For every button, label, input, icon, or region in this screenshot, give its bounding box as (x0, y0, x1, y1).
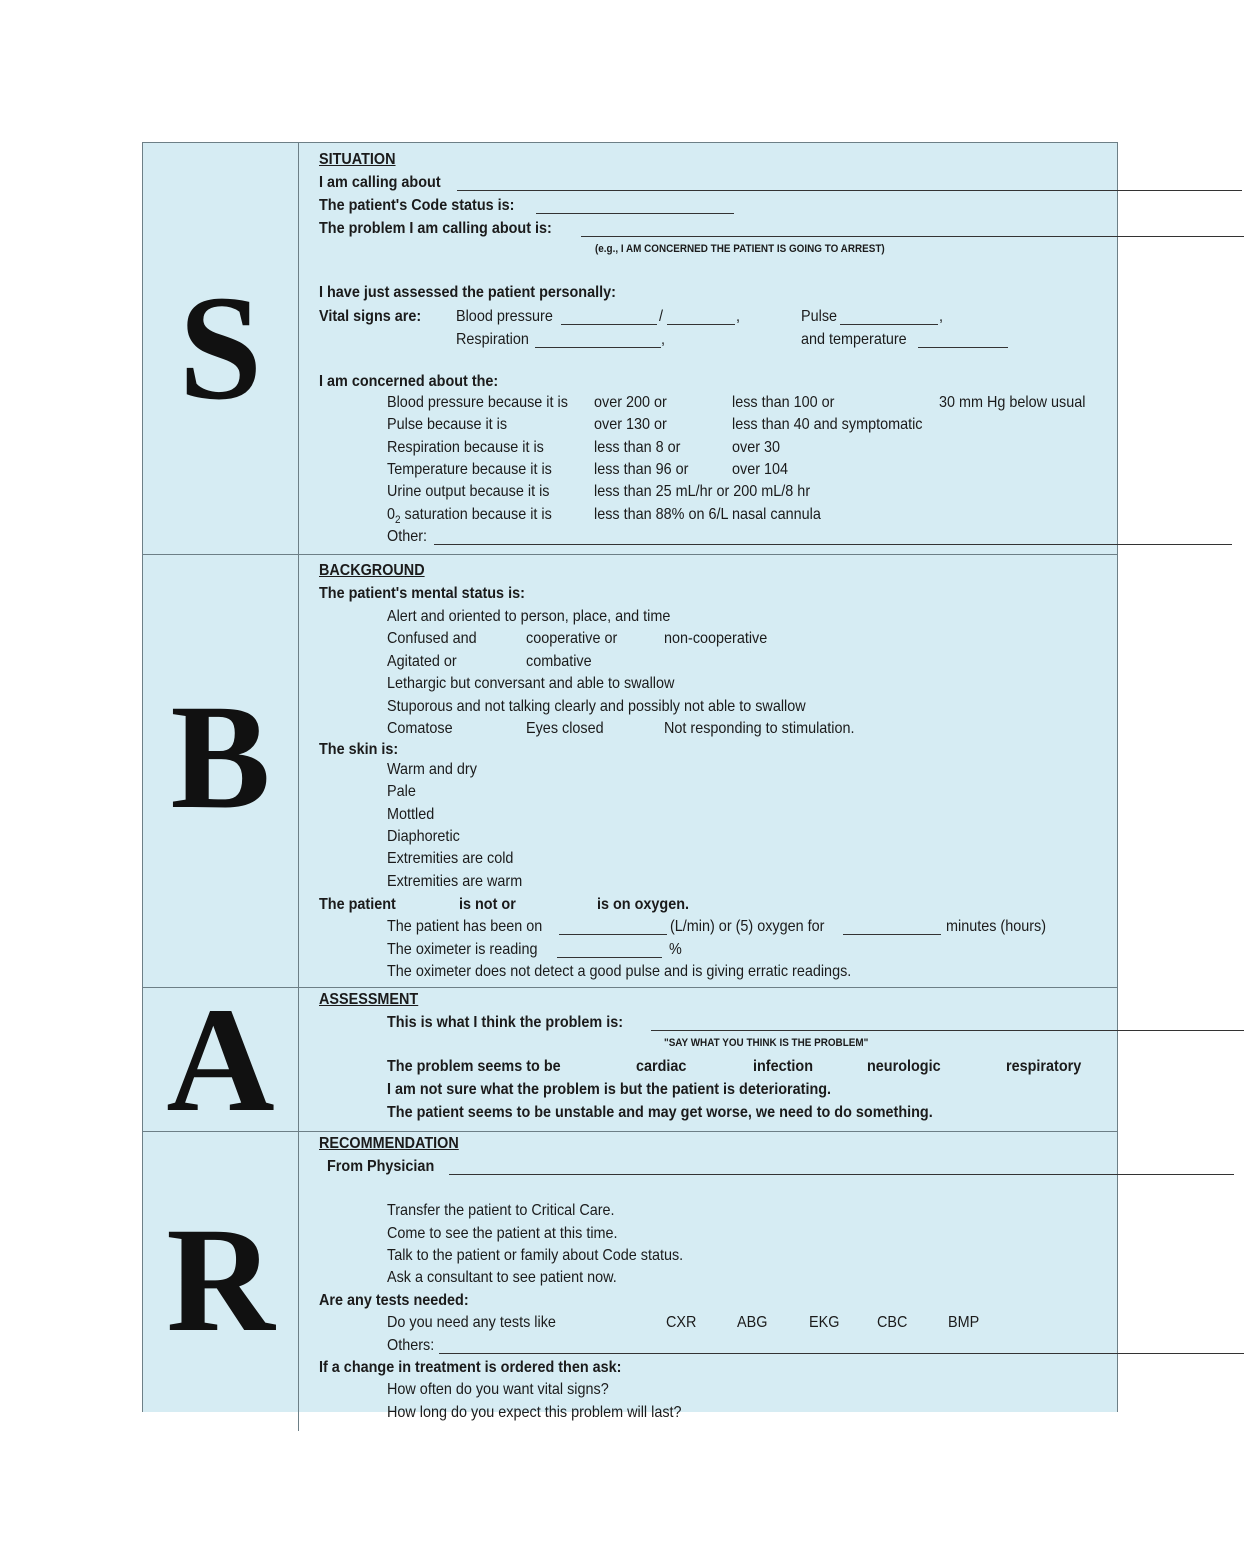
o2-label-text: saturation because it is (400, 506, 552, 523)
skin-item: Extremities are warm (387, 873, 523, 890)
assessment-content (299, 987, 1117, 1131)
think-line[interactable] (651, 1030, 1244, 1031)
concern-pulse-label: Pulse because it is (387, 416, 508, 433)
mental-combative: combative (526, 653, 592, 670)
other-line[interactable] (434, 544, 1232, 545)
letter-cell-a (143, 977, 299, 1143)
code-status-label: The patient's Code status is: (319, 197, 515, 214)
pulse-comma: , (939, 308, 944, 325)
recommendation-content (299, 1131, 1117, 1431)
respiration-line[interactable] (535, 347, 661, 348)
concern-urine-c1: less than 25 mL/hr or 200 mL/8 hr (594, 483, 811, 500)
mental-not-responding: Not responding to stimulation. (664, 720, 855, 737)
test-ekg: EKG (809, 1314, 840, 1331)
percent-label: % (669, 941, 682, 958)
letter-cell-s (143, 143, 299, 554)
recommendation-item: Transfer the patient to Critical Care. (387, 1202, 615, 1219)
mental-comatose: Comatose (387, 720, 453, 737)
test-bmp: BMP (948, 1314, 980, 1331)
not-sure-label: I am not sure what the problem is but the patient is deteriorating. (387, 1081, 832, 1098)
oximeter-label: The oximeter is reading (387, 941, 538, 958)
from-physician-label: From Physician (327, 1158, 435, 1175)
skin-label: The skin is: (319, 741, 399, 758)
concern-temp-c1: less than 96 or (594, 461, 689, 478)
patient-label: The patient (319, 896, 396, 913)
code-status-line[interactable] (536, 213, 734, 214)
option-neurologic: neurologic (867, 1058, 941, 1075)
concern-urine-label: Urine output because it is (387, 483, 550, 500)
letter-cell-b (143, 554, 299, 987)
problem-label: The problem I am calling about is: (319, 220, 552, 237)
option-cardiac: cardiac (636, 1058, 687, 1075)
situation-heading: SITUATION (319, 151, 396, 168)
on-oxygen-label: is on oxygen. (597, 896, 690, 913)
o2-subscript: 2 (395, 514, 401, 527)
letter-a: A (166, 977, 275, 1143)
tests-needed-label: Are any tests needed: (319, 1292, 469, 1309)
pulse-line[interactable] (840, 324, 938, 325)
assessment-heading: ASSESSMENT (319, 991, 419, 1008)
test-cxr: CXR (666, 1314, 697, 1331)
sbar-form (142, 142, 1118, 1421)
concern-o2-value: less than 88% on 6/L nasal cannula (594, 506, 821, 523)
background-content (299, 554, 1117, 987)
vital-signs-label: Vital signs are: (319, 308, 422, 325)
minutes-label: minutes (hours) (946, 918, 1047, 935)
mental-agitated: Agitated or (387, 653, 457, 670)
pulse-label: Pulse (801, 308, 838, 325)
mental-cooperative: cooperative or (526, 630, 618, 647)
option-respiratory: respiratory (1006, 1058, 1082, 1075)
calling-about-label: I am calling about (319, 174, 441, 191)
problem-example: (e.g., I AM CONCERNED THE PATIENT IS GOING TO ARREST) (595, 243, 885, 255)
vital-often-label: How often do you want vital signs? (387, 1381, 609, 1398)
skin-item: Warm and dry (387, 761, 477, 778)
others-label: Others: (387, 1337, 435, 1354)
option-infection: infection (753, 1058, 814, 1075)
letter-b: B (170, 674, 271, 840)
think-label: This is what I think the problem is: (387, 1014, 624, 1031)
change-label: If a change in treatment is ordered then ask: (319, 1359, 622, 1376)
concern-temp-c2: over 104 (732, 461, 789, 478)
problem-line[interactable] (581, 236, 1244, 237)
concern-resp-label: Respiration because it is (387, 439, 544, 456)
background-section (143, 554, 1117, 988)
other-label: Other: (387, 528, 428, 545)
oximeter-line[interactable] (557, 957, 662, 958)
say-note: "SAY WHAT YOU THINK IS THE PROBLEM" (664, 1037, 869, 1049)
respiration-comma: , (661, 331, 666, 348)
mental-noncooperative: non-cooperative (664, 630, 768, 647)
tests-like-label: Do you need any tests like (387, 1314, 556, 1331)
unstable-label: The patient seems to be unstable and may get worse, we need to do something. (387, 1104, 933, 1121)
mental-lethargic: Lethargic but conversant and able to swallow (387, 675, 675, 692)
oxygen-duration-line[interactable] (843, 934, 941, 935)
temperature-line[interactable] (918, 347, 1008, 348)
mental-confused: Confused and (387, 630, 477, 647)
concern-bp-c2: less than 100 or (732, 394, 835, 411)
how-long-label: How long do you expect this problem will last? (387, 1404, 682, 1421)
concern-bp-c1: over 200 or (594, 394, 667, 411)
oximeter-erratic: The oximeter does not detect a good pulse and is giving erratic readings. (387, 963, 852, 980)
skin-item: Extremities are cold (387, 850, 514, 867)
concern-bp-c3: 30 mm Hg below usual (939, 394, 1086, 411)
test-abg: ABG (737, 1314, 768, 1331)
o2-symbol: 0 (387, 506, 396, 523)
recommendation-heading: RECOMMENDATION (319, 1135, 459, 1152)
blood-pressure-label: Blood pressure (456, 308, 553, 325)
concern-resp-c1: less than 8 or (594, 439, 681, 456)
concern-resp-c2: over 30 (732, 439, 781, 456)
concerned-label: I am concerned about the: (319, 373, 499, 390)
recommendation-item: Talk to the patient or family about Code status. (387, 1247, 684, 1264)
test-cbc: CBC (877, 1314, 908, 1331)
assessment-section (143, 977, 1117, 1143)
oxygen-rate-line[interactable] (559, 934, 667, 935)
letter-cell-r (143, 1131, 299, 1431)
others-line[interactable] (439, 1353, 1244, 1354)
lmin-label: (L/min) or (5) oxygen for (670, 918, 825, 935)
assessed-label: I have just assessed the patient personally: (319, 284, 616, 301)
mental-status-label: The patient's mental status is: (319, 585, 525, 602)
situation-content (299, 143, 1117, 554)
concern-pulse-c1: over 130 or (594, 416, 667, 433)
letter-s: S (178, 265, 263, 431)
is-not-or-label: is not or (459, 896, 516, 913)
bp-systolic-line[interactable] (561, 324, 657, 325)
recommendation-section (143, 1131, 1117, 1431)
recommendation-item: Come to see the patient at this time. (387, 1225, 618, 1242)
bp-slash: / (659, 308, 664, 325)
recommendation-item: Ask a consultant to see patient now. (387, 1269, 617, 1286)
skin-item: Mottled (387, 806, 435, 823)
bp-diastolic-line[interactable] (667, 324, 735, 325)
from-physician-line[interactable] (449, 1174, 1234, 1175)
mental-stuporous: Stuporous and not talking clearly and possibly not able to swallow (387, 698, 806, 715)
concern-pulse-c2: less than 40 and symptomatic (732, 416, 923, 433)
background-heading: BACKGROUND (319, 562, 425, 579)
seems-label: The problem seems to be (387, 1058, 561, 1075)
temperature-label: and temperature (801, 331, 907, 348)
respiration-label: Respiration (456, 331, 529, 348)
letter-r: R (166, 1197, 275, 1363)
mental-eyes-closed: Eyes closed (526, 720, 604, 737)
situation-section (143, 143, 1117, 555)
calling-about-line[interactable] (457, 190, 1242, 191)
concern-bp-label: Blood pressure because it is (387, 394, 568, 411)
skin-item: Pale (387, 783, 416, 800)
concern-temp-label: Temperature because it is (387, 461, 552, 478)
mental-alert: Alert and oriented to person, place, and time (387, 608, 671, 625)
has-been-on-label: The patient has been on (387, 918, 543, 935)
skin-item: Diaphoretic (387, 828, 460, 845)
bp-comma: , (736, 308, 741, 325)
